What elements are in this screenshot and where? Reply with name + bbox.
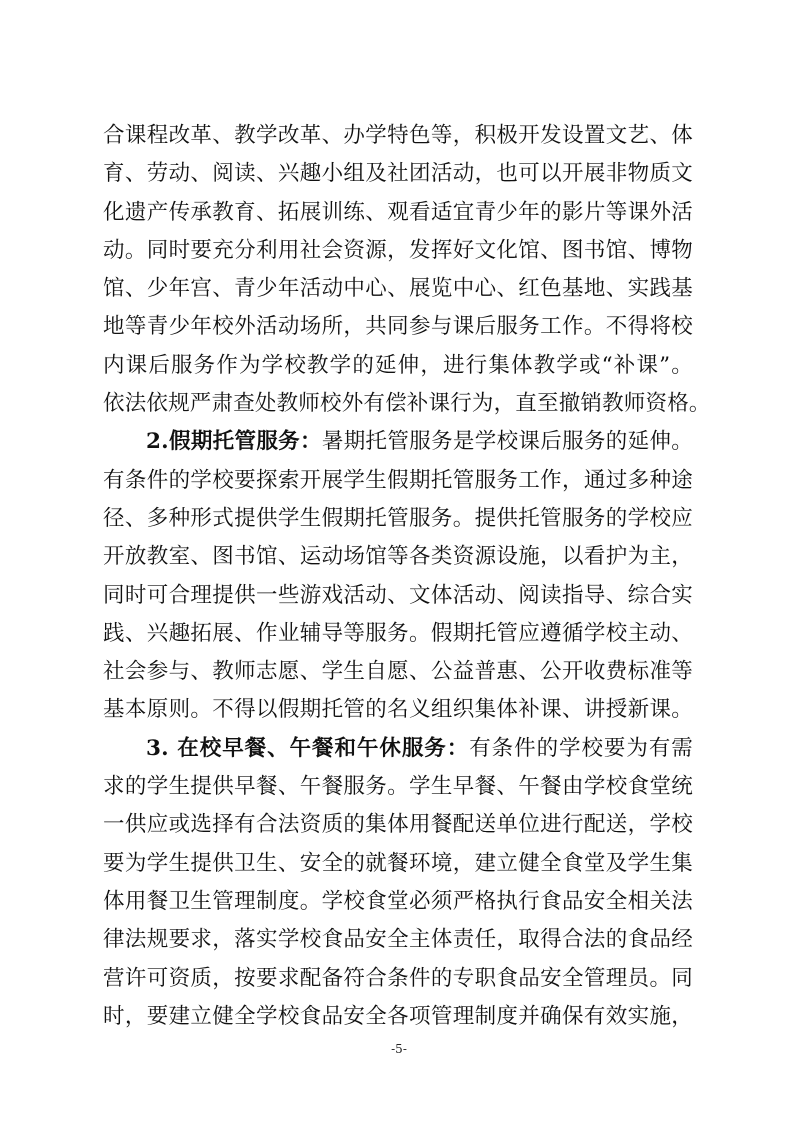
text-line: 体用餐卫生管理制度。学校食堂必须严格执行食品安全相关法 — [103, 888, 693, 914]
body-text — [103, 117, 711, 1036]
text-line: 律法规要求，落实学校食品安全主体责任，取得合法的食品经 — [103, 927, 693, 953]
text-line: 一供应或选择有合法资质的集体用餐配送单位进行配送，学校 — [103, 812, 693, 838]
text-line: 地等青少年校外活动场所，共同参与课后服务工作。不得将校 — [103, 314, 693, 340]
paragraph-1 — [103, 117, 711, 423]
text-line: 践、兴趣拓展、作业辅导等服务。假期托管应遵循学校主动、 — [103, 620, 693, 646]
text-line: 依法依规严肃查处教师校外有偿补课行为，直至撤销教师资格。 — [103, 391, 711, 417]
paragraph-first-line — [103, 423, 693, 461]
text-line: 育、劳动、阅读、兴趣小组及社团活动，也可以开展非物质文 — [103, 161, 693, 187]
text-line: 内课后服务作为学校教学的延伸，进行集体教学或“补课”。 — [103, 352, 693, 378]
paragraph-first-line — [103, 730, 693, 768]
paragraph-3 — [103, 730, 693, 1036]
paragraph-2 — [103, 423, 693, 729]
text-line: 径、多种形式提供学生假期托管服务。提供托管服务的学校应 — [103, 505, 693, 531]
text-line: 求的学生提供早餐、午餐服务。学生早餐、午餐由学校食堂统 — [103, 774, 693, 800]
page-number: -5- — [391, 1042, 407, 1056]
text-line: 馆、少年宫、青少年活动中心、展览中心、红色基地、实践基 — [103, 276, 693, 302]
section-heading-holiday-care: 2.假期托管服务： — [146, 429, 322, 455]
text-line: 化遗产传承教育、拓展训练、观看适宜青少年的影片等课外活 — [103, 199, 693, 225]
text-line: 同时可合理提供一些游戏活动、文体活动、阅读指导、综合实 — [103, 582, 693, 608]
text-line: 开放教室、图书馆、运动场馆等各类资源设施，以看护为主， — [103, 544, 693, 570]
text-line: 有条件的学校要探索开展学生假期托管服务工作，通过多种途 — [103, 467, 693, 493]
text-line: 营许可资质，按要求配备符合条件的专职食品安全管理员。同 — [103, 965, 693, 991]
text-line: 要为学生提供卫生、安全的就餐环境，建立健全食堂及学生集 — [103, 850, 693, 876]
section-heading-meals-rest: 3. 在校早餐、午餐和午休服务： — [146, 735, 470, 761]
text-line: 时，要建立健全学校食品安全各项管理制度并确保有效实施， — [103, 1003, 693, 1029]
text-line: 社会参与、教师志愿、学生自愿、公益普惠、公开收费标准等 — [103, 659, 693, 685]
text-span: 暑期托管服务是学校课后服务的延伸。 — [321, 429, 694, 455]
text-line: 合课程改革、教学改革、办学特色等，积极开发设置文艺、体 — [103, 123, 693, 148]
text-line: 基本原则。不得以假期托管的名义组织集体补课、讲授新课。 — [103, 697, 693, 723]
text-line: 动。同时要充分利用社会资源，发挥好文化馆、图书馆、博物 — [103, 237, 693, 263]
text-span: 有条件的学校要为有需 — [469, 735, 693, 761]
